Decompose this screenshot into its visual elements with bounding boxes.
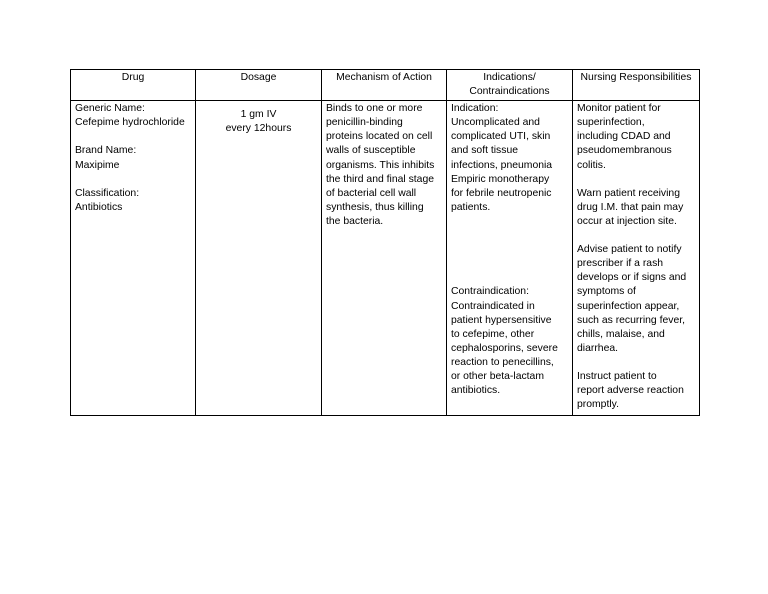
header-indications-line2: Contraindications (469, 86, 550, 98)
nursing-line: diarrhea. (577, 342, 619, 354)
nursing-line: Warn patient receiving (577, 187, 680, 199)
contraindication-line: Contraindicated in (451, 300, 535, 312)
brand-name-value: Maxipime (75, 159, 120, 171)
brand-name-label: Brand Name: (75, 145, 137, 157)
nursing-line: promptly. (577, 399, 619, 411)
nursing-line: drug I.M. that pain may (577, 201, 684, 213)
indication-line: infections, pneumonia (451, 159, 553, 171)
header-indications-line1: Indications/ (483, 72, 536, 83)
dosage-line2: every 12hours (225, 123, 292, 135)
header-mechanism: Mechanism of Action (322, 70, 447, 101)
generic-name-label: Generic Name: (75, 103, 145, 115)
nursing-line: including CDAD and (577, 131, 671, 143)
contraindication-line: reaction to penecillins, (451, 356, 554, 368)
nursing-line: occur at injection site. (577, 215, 677, 227)
classification-label: Classification: (75, 187, 140, 199)
mechanism-line: synthesis, thus killing (326, 201, 424, 213)
nursing-line: Monitor patient for (577, 103, 661, 115)
drug-cell (71, 101, 196, 416)
nursing-line: superinfection, (577, 117, 645, 129)
nursing-line: develops or if signs and (577, 272, 687, 284)
nursing-line: prescriber if a rash (577, 258, 664, 270)
contraindication-line: patient hypersensitive (451, 314, 552, 326)
mechanism-line: of bacterial cell wall (326, 187, 417, 199)
classification-value: Antibiotics (75, 201, 123, 213)
mechanism-line: penicillin-binding (326, 117, 403, 129)
nursing-line: superinfection appear, (577, 300, 680, 312)
nursing-line: such as recurring fever, (577, 314, 685, 326)
mechanism-line: the bacteria. (326, 215, 384, 227)
nursing-line: chills, malaise, and (577, 328, 665, 340)
header-nursing: Nursing Responsibilities (573, 70, 700, 101)
indication-line: and soft tissue (451, 145, 519, 157)
indication-line: Indication: (451, 103, 499, 115)
generic-name-value: Cefepime hydrochloride (75, 117, 185, 129)
mechanism-line: walls of susceptible (326, 145, 416, 157)
nursing-line: symptoms of (577, 286, 636, 298)
mechanism-line: Binds to one or more (326, 103, 423, 115)
nursing-line: colitis. (577, 159, 606, 171)
contraindication-line: to cefepime, other (451, 328, 535, 340)
table-row (71, 101, 700, 416)
indication-line: complicated UTI, skin (451, 131, 551, 143)
mechanism-line: organisms. This inhibits (326, 159, 435, 171)
mechanism-cell (322, 101, 447, 416)
dosage-cell (196, 101, 322, 416)
mechanism-line: the third and final stage (326, 173, 435, 185)
indication-line: patients. (451, 201, 491, 213)
nursing-line: report adverse reaction (577, 385, 684, 397)
contraindication-line: antibiotics. (451, 385, 501, 397)
indication-line: for febrile neutropenic (451, 187, 552, 199)
contraindication-line: Contraindication: (451, 286, 529, 298)
nursing-cell (573, 101, 700, 416)
nursing-line: pseudomembranous (577, 145, 672, 157)
dosage-line1: 1 gm IV (240, 109, 277, 121)
indication-line: Uncomplicated and (451, 117, 540, 129)
mechanism-line: proteins located on cell (326, 131, 433, 143)
header-drug: Drug (71, 70, 196, 101)
indications-cell (447, 101, 573, 416)
drug-study-table (70, 69, 700, 416)
header-dosage: Dosage (196, 70, 322, 101)
nursing-line: Advise patient to notify (577, 244, 682, 256)
header-indications (447, 70, 573, 101)
contraindication-line: or other beta-lactam (451, 370, 544, 382)
contraindication-line: cephalosporins, severe (451, 342, 558, 354)
nursing-line: Instruct patient to (577, 370, 657, 382)
header-row (71, 70, 700, 101)
indication-line: Empiric monotherapy (451, 173, 550, 185)
